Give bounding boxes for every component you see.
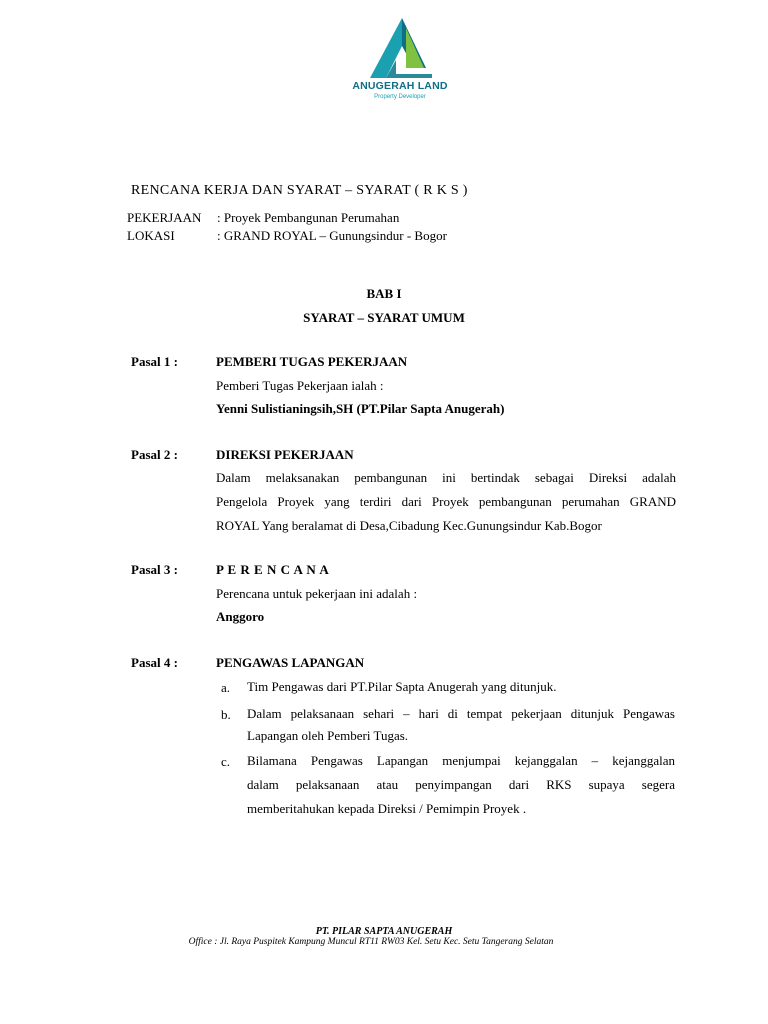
- list-marker: a.: [221, 680, 231, 695]
- logo-subtitle: Property Developer: [374, 94, 426, 100]
- chapter-heading: SYARAT – SYARAT UMUM: [303, 310, 465, 325]
- pasal-4-heading: PENGAWAS LAPANGAN: [216, 655, 365, 670]
- pasal-3-text: Perencana untuk pekerjaan ini adalah :: [216, 586, 418, 601]
- meta-key: PEKERJAAN: [127, 210, 202, 225]
- meta-row-lokasi: [127, 228, 527, 246]
- pasal-2-label: Pasal 2 :: [131, 447, 178, 462]
- list-item-c-line-3: memberitahukan kepada Direksi / Pemimpin Proyek .: [247, 801, 527, 816]
- pasal-2-heading: DIREKSI PEKERJAAN: [216, 447, 354, 462]
- footer-address: Office : Jl. Raya Puspitek Kampung Muncul RT11 RW03 Kel. Setu Kec. Setu Tangerang Selatan: [188, 937, 554, 947]
- list-item-b-line-1: Dalam pelaksanaan sehari – hari di tempat pekerjaan ditunjuk Pengawas: [247, 706, 675, 721]
- meta-row-pekerjaan: [127, 210, 527, 228]
- list-item-a: Tim Pengawas dari PT.Pilar Sapta Anugerah yang ditunjuk.: [247, 679, 557, 694]
- meta-key: LOKASI: [127, 228, 175, 243]
- logo-triangle-teal: [370, 18, 402, 78]
- list-item-c-line-2: dalam pelaksanaan atau penyimpangan dari RKS supaya segera: [247, 777, 675, 792]
- meta-value: : Proyek Pembangunan Perumahan: [217, 210, 400, 225]
- logo-title: ANUGERAH LAND: [352, 80, 448, 92]
- footer-company: PT. PILAR SAPTA ANUGERAH: [315, 926, 453, 937]
- pasal-2-line-3: ROYAL Yang beralamat di Desa,Cibadung Kec.Gunungsindur Kab.Bogor: [216, 518, 602, 533]
- pasal-2-line-2: Pengelola Proyek yang terdiri dari Proyek pembangunan perumahan GRAND: [216, 494, 676, 509]
- pasal-1-name: Yenni Sulistianingsih,SH (PT.Pilar Sapta Anugerah): [216, 401, 505, 416]
- pasal-3-heading: P E R E N C A N A: [216, 562, 330, 577]
- chapter-number: BAB I: [366, 286, 402, 301]
- pasal-1-text: Pemberi Tugas Pekerjaan ialah :: [216, 378, 384, 393]
- list-item-b-line-2: Lapangan oleh Pemberi Tugas.: [247, 728, 409, 743]
- pasal-1-label: Pasal 1 :: [131, 354, 178, 369]
- pasal-4-label: Pasal 4 :: [131, 655, 178, 670]
- pasal-3-name: Anggoro: [216, 609, 265, 624]
- list-marker: c.: [221, 754, 231, 769]
- document-title: RENCANA KERJA DAN SYARAT – SYARAT ( R K S ): [131, 183, 468, 198]
- list-marker: b.: [221, 707, 231, 722]
- list-item-c-line-1: Bilamana Pengawas Lapangan menjumpai kejanggalan – kejanggalan: [247, 753, 675, 768]
- pasal-2-line-1: Dalam melaksanakan pembangunan ini bertindak sebagai Direksi adalah: [216, 470, 676, 485]
- meta-value: : GRAND ROYAL – Gunungsindur - Bogor: [217, 228, 447, 243]
- pasal-1-heading: PEMBERI TUGAS PEKERJAAN: [216, 354, 408, 369]
- company-logo: [356, 16, 446, 116]
- pasal-3-label: Pasal 3 :: [131, 562, 178, 577]
